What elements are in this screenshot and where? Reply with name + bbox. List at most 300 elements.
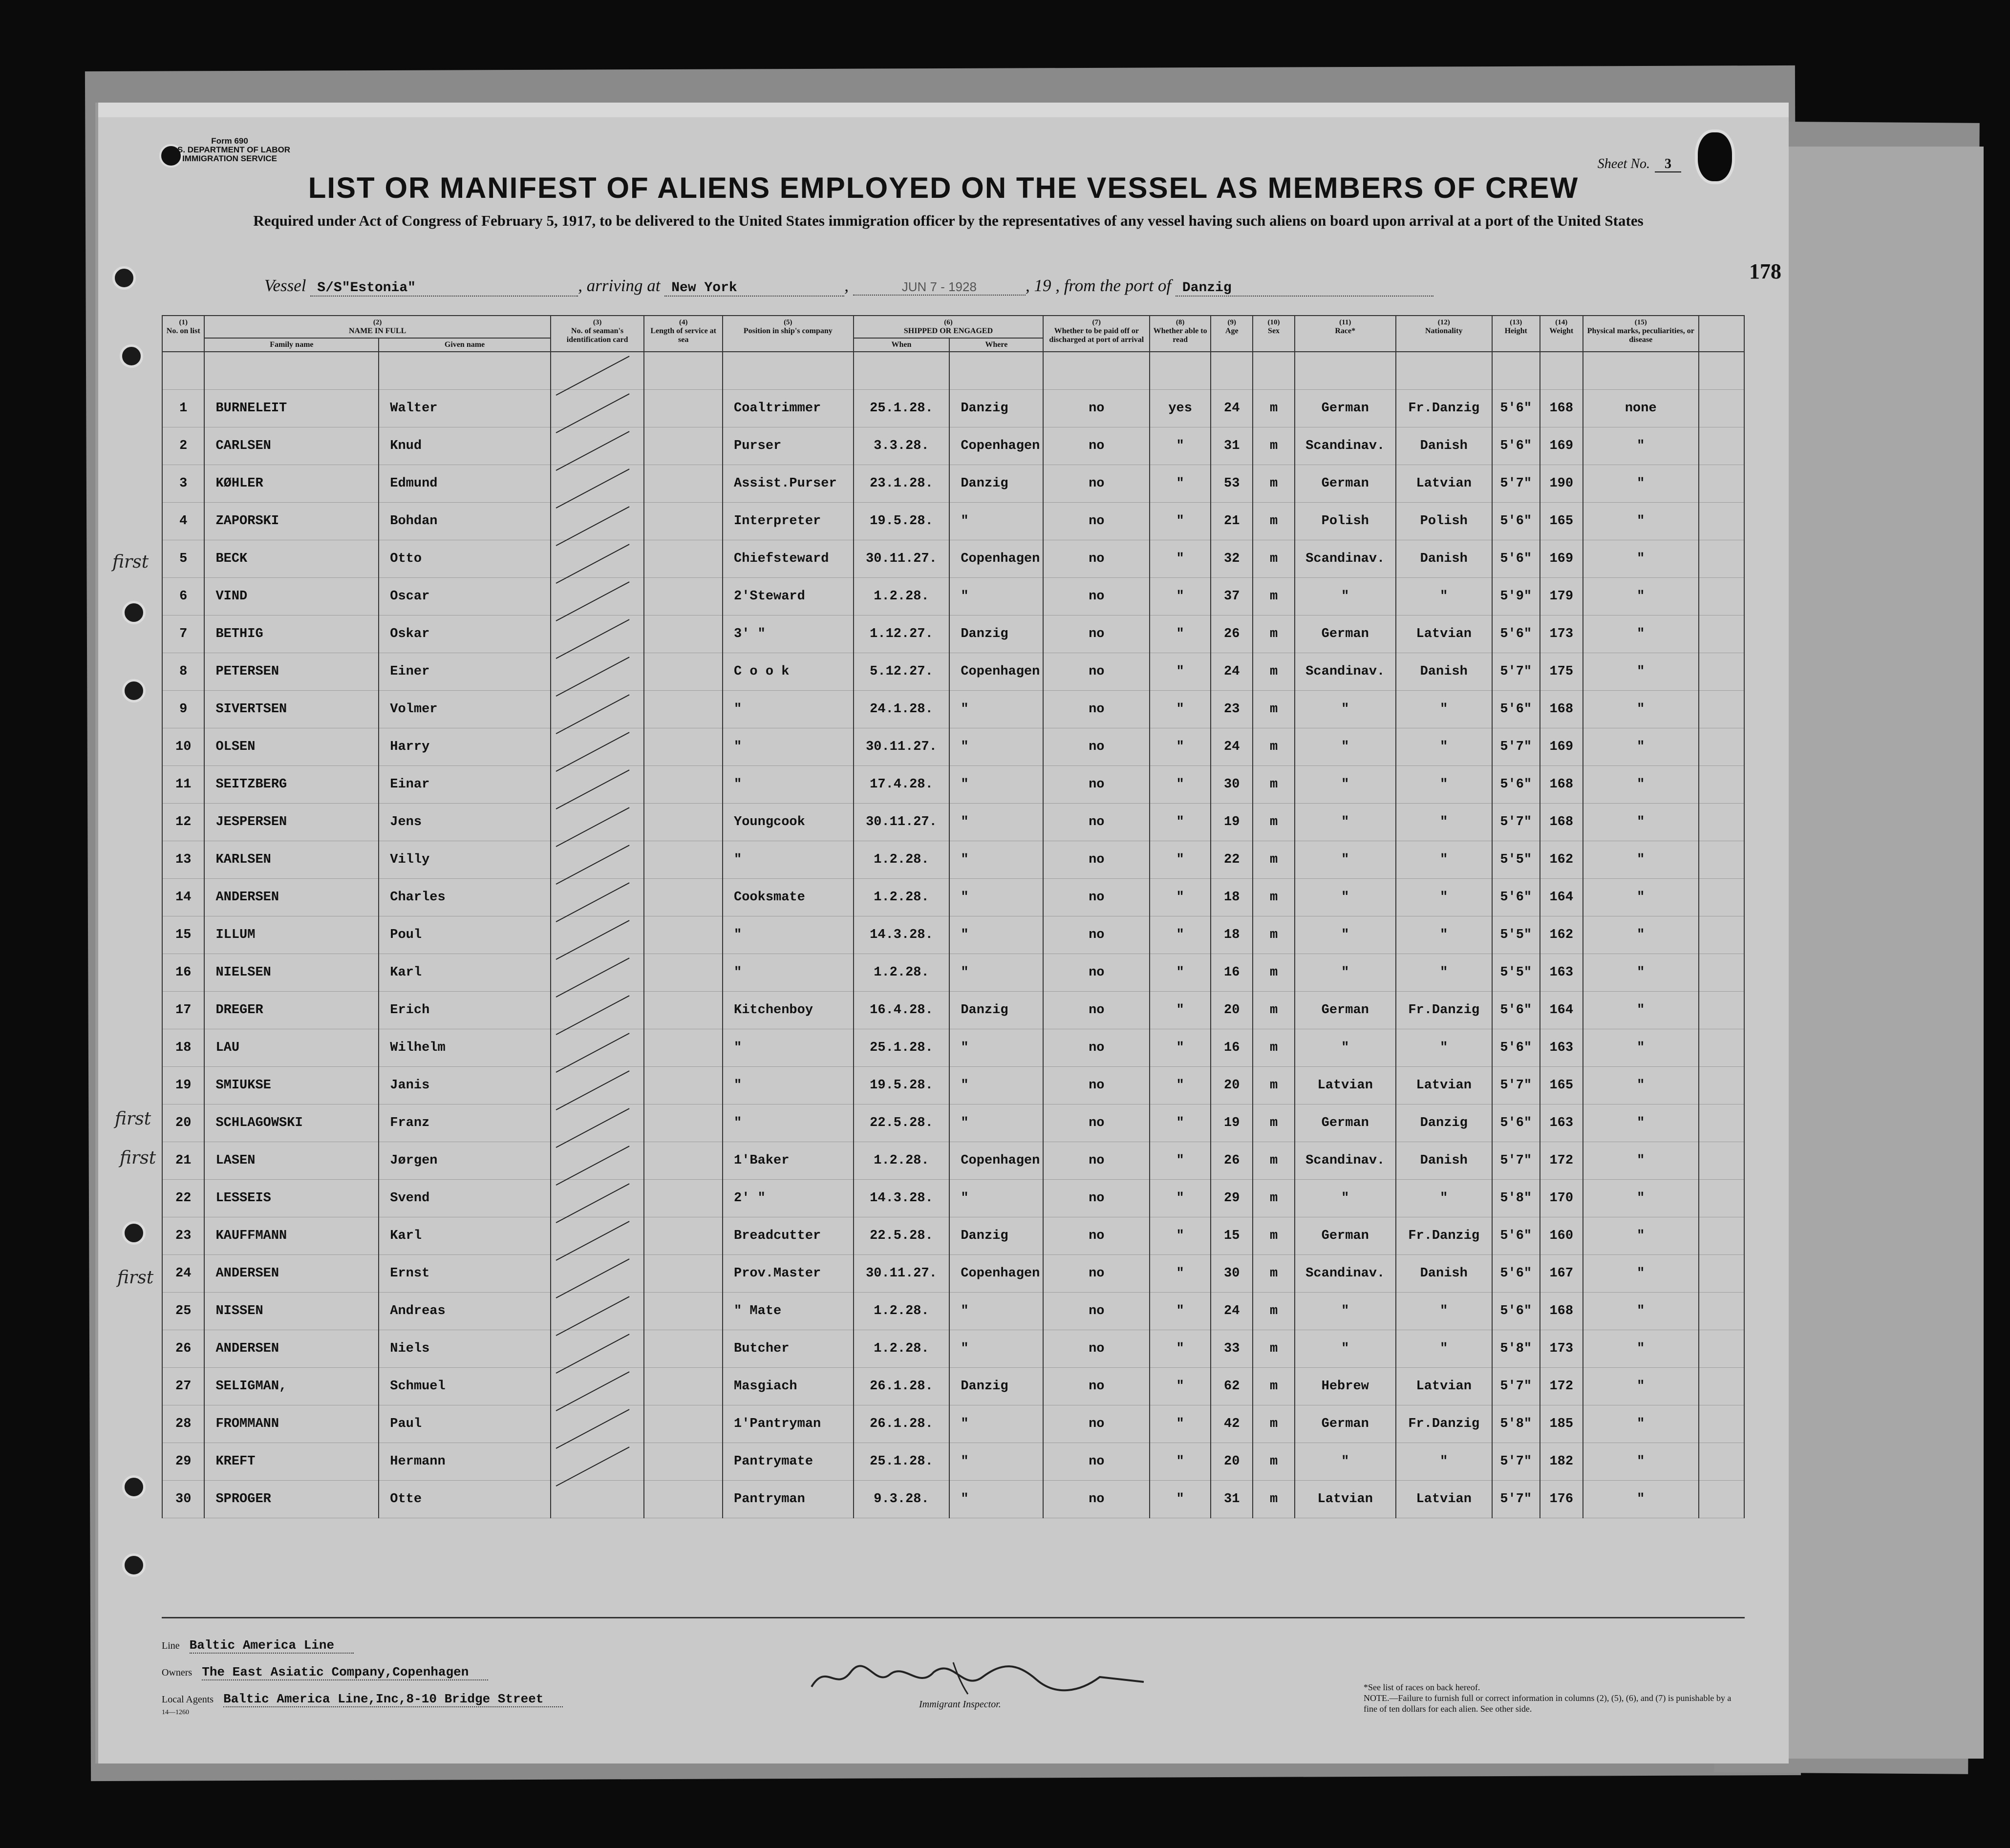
age: 22 (1211, 841, 1253, 879)
engaged-date: 1.2.28. (854, 578, 950, 616)
sex: m (1253, 503, 1294, 540)
margin-note: first (115, 1109, 151, 1129)
race: Scandinav. (1295, 540, 1396, 578)
table-row (162, 879, 1744, 916)
given-name: Svend (379, 1180, 551, 1217)
nationality: Fr.Danzig (1396, 992, 1492, 1029)
race: Latvian (1295, 1481, 1396, 1518)
age: 20 (1211, 1443, 1253, 1481)
weight: 160 (1540, 1217, 1583, 1255)
blank-cell (1699, 1105, 1744, 1142)
ship-position: " (723, 1067, 854, 1105)
entry-number: 2 (162, 427, 204, 465)
weight: 172 (1540, 1368, 1583, 1405)
age: 30 (1211, 1255, 1253, 1293)
ship-position: Butcher (723, 1330, 854, 1368)
height: 5'7" (1492, 1142, 1540, 1180)
nationality: Latvian (1396, 1481, 1492, 1518)
race: " (1295, 691, 1396, 728)
header-position: (5) Position in ship's company (723, 316, 854, 352)
height: 5'8" (1492, 1405, 1540, 1443)
blank-cell (1699, 427, 1744, 465)
header-where: Where (949, 338, 1043, 352)
header-blank (1699, 316, 1744, 352)
blank-cell (1699, 992, 1744, 1029)
given-name: Edmund (379, 465, 551, 503)
engaged-date: 22.5.28. (854, 1217, 950, 1255)
table-row (162, 578, 1744, 616)
weight: 168 (1540, 804, 1583, 841)
able-to-read: " (1150, 879, 1211, 916)
physical-marks: " (1583, 503, 1699, 540)
sex: m (1253, 1255, 1294, 1293)
service-length (644, 1481, 723, 1518)
physical-marks: " (1583, 540, 1699, 578)
service-length (644, 691, 723, 728)
paid-off: no (1043, 1029, 1150, 1067)
physical-marks: " (1583, 578, 1699, 616)
table-row (162, 1255, 1744, 1293)
ship-position: Youngcook (723, 804, 854, 841)
header-given-name: Given name (379, 338, 551, 352)
given-name: Hermann (379, 1443, 551, 1481)
entry-number: 28 (162, 1405, 204, 1443)
race: " (1295, 1029, 1396, 1067)
able-to-read: " (1150, 1255, 1211, 1293)
nationality: " (1396, 578, 1492, 616)
entry-number: 20 (162, 1105, 204, 1142)
engaged-date: 30.11.27. (854, 728, 950, 766)
height: 5'6" (1492, 1293, 1540, 1330)
id-card-mark (551, 879, 644, 916)
height: 5'9" (1492, 578, 1540, 616)
weight: 168 (1540, 390, 1583, 427)
id-card-mark (551, 804, 644, 841)
ship-position: Kitchenboy (723, 992, 854, 1029)
paid-off: no (1043, 1255, 1150, 1293)
header-when: When (854, 338, 950, 352)
given-name: Knud (379, 427, 551, 465)
given-name: Poul (379, 916, 551, 954)
ship-position: 2'Steward (723, 578, 854, 616)
given-name: Niels (379, 1330, 551, 1368)
family-name: ZAPORSKI (204, 503, 379, 540)
paid-off: no (1043, 1142, 1150, 1180)
nationality: Polish (1396, 503, 1492, 540)
able-to-read: " (1150, 1029, 1211, 1067)
table-row (162, 1142, 1744, 1180)
ship-position: Masgiach (723, 1368, 854, 1405)
nationality: " (1396, 954, 1492, 992)
service-length (644, 1405, 723, 1443)
family-name: FROMMANN (204, 1405, 379, 1443)
service-length (644, 1067, 723, 1105)
family-name: JESPERSEN (204, 804, 379, 841)
race: Latvian (1295, 1067, 1396, 1105)
weight: 162 (1540, 916, 1583, 954)
able-to-read: " (1150, 1405, 1211, 1443)
entry-number: 19 (162, 1067, 204, 1105)
age: 20 (1211, 1067, 1253, 1105)
sex: m (1253, 616, 1294, 653)
races-note: *See list of races on back hereof. (1364, 1682, 1480, 1692)
weight: 163 (1540, 1105, 1583, 1142)
able-to-read: " (1150, 616, 1211, 653)
table-row (162, 1405, 1744, 1443)
id-card-mark (551, 1330, 644, 1368)
blank-cell (1699, 916, 1744, 954)
blank-cell (1699, 1443, 1744, 1481)
weight: 179 (1540, 578, 1583, 616)
blank-cell (1699, 1029, 1744, 1067)
engaged-place: Danzig (949, 390, 1043, 427)
age: 24 (1211, 728, 1253, 766)
engaged-date: 19.5.28. (854, 503, 950, 540)
engaged-date: 16.4.28. (854, 992, 950, 1029)
engaged-date: 14.3.28. (854, 916, 950, 954)
family-name: ILLUM (204, 916, 379, 954)
engaged-place: " (949, 841, 1043, 879)
family-name: SELIGMAN, (204, 1368, 379, 1405)
age: 62 (1211, 1368, 1253, 1405)
nationality: Fr.Danzig (1396, 390, 1492, 427)
able-to-read: " (1150, 1443, 1211, 1481)
engaged-date: 25.1.28. (854, 1443, 950, 1481)
punch-hole-icon (112, 266, 136, 290)
engaged-place: " (949, 1330, 1043, 1368)
given-name: Karl (379, 954, 551, 992)
given-name: Bohdan (379, 503, 551, 540)
height: 5'7" (1492, 1481, 1540, 1518)
given-name: Ernst (379, 1255, 551, 1293)
race: " (1295, 916, 1396, 954)
table-row (162, 1029, 1744, 1067)
form-tag: Form 690 U.S. DEPARTMENT OF LABOR IMMIGRATION SERVICE (169, 136, 291, 163)
engaged-place: " (949, 1443, 1043, 1481)
family-name: SMIUKSE (204, 1067, 379, 1105)
race: " (1295, 578, 1396, 616)
sex: m (1253, 540, 1294, 578)
service-length (644, 1293, 723, 1330)
height: 5'6" (1492, 879, 1540, 916)
able-to-read: " (1150, 653, 1211, 691)
ship-position: Pantrymate (723, 1443, 854, 1481)
service-length (644, 465, 723, 503)
engaged-place: " (949, 804, 1043, 841)
physical-marks: " (1583, 653, 1699, 691)
service-length (644, 540, 723, 578)
sex: m (1253, 1180, 1294, 1217)
table-row (162, 390, 1744, 427)
table-row (162, 427, 1744, 465)
id-card-mark (551, 1029, 644, 1067)
service-length (644, 503, 723, 540)
able-to-read: " (1150, 804, 1211, 841)
given-name: Volmer (379, 691, 551, 728)
weight: 162 (1540, 841, 1583, 879)
age: 29 (1211, 1180, 1253, 1217)
given-name: Jørgen (379, 1142, 551, 1180)
nationality: Fr.Danzig (1396, 1217, 1492, 1255)
race: German (1295, 465, 1396, 503)
table-row (162, 1443, 1744, 1481)
ship-position: " (723, 954, 854, 992)
able-to-read: " (1150, 540, 1211, 578)
manifest-sheet (95, 103, 1789, 1763)
weight: 182 (1540, 1443, 1583, 1481)
entry-number: 1 (162, 390, 204, 427)
weight: 168 (1540, 766, 1583, 804)
header-nationality: (12) Nationality (1396, 316, 1492, 352)
service-length (644, 1142, 723, 1180)
ship-position: " (723, 766, 854, 804)
physical-marks: " (1583, 992, 1699, 1029)
blank-cell (1699, 465, 1744, 503)
paid-off: no (1043, 916, 1150, 954)
line-value: Baltic America Line (190, 1638, 354, 1654)
nationality: Danzig (1396, 1105, 1492, 1142)
nationality: " (1396, 691, 1492, 728)
ship-position: " (723, 1105, 854, 1142)
service-length (644, 954, 723, 992)
ship-position: " (723, 728, 854, 766)
entry-number: 14 (162, 879, 204, 916)
table-row (162, 1105, 1744, 1142)
sex: m (1253, 1443, 1294, 1481)
physical-marks: " (1583, 1105, 1699, 1142)
table-row (162, 841, 1744, 879)
age: 20 (1211, 992, 1253, 1029)
height: 5'7" (1492, 653, 1540, 691)
entry-number: 3 (162, 465, 204, 503)
height: 5'6" (1492, 503, 1540, 540)
race: " (1295, 766, 1396, 804)
paid-off: no (1043, 1217, 1150, 1255)
entry-number: 7 (162, 616, 204, 653)
able-to-read: " (1150, 465, 1211, 503)
family-name: LESSEIS (204, 1180, 379, 1217)
inspector-caption: Immigrant Inspector. (919, 1699, 1001, 1710)
paid-off: no (1043, 1180, 1150, 1217)
header-marks: (15) Physical marks, peculiarities, or disease (1583, 316, 1699, 352)
able-to-read: " (1150, 916, 1211, 954)
engaged-place: Danzig (949, 465, 1043, 503)
engaged-place: Copenhagen (949, 427, 1043, 465)
id-card-mark (551, 653, 644, 691)
engaged-place: " (949, 954, 1043, 992)
able-to-read: " (1150, 1180, 1211, 1217)
engaged-date: 25.1.28. (854, 1029, 950, 1067)
height: 5'6" (1492, 691, 1540, 728)
ship-position: " (723, 916, 854, 954)
id-card-mark (551, 578, 644, 616)
weight: 163 (1540, 954, 1583, 992)
physical-marks: " (1583, 1405, 1699, 1443)
service-length (644, 578, 723, 616)
header-read: (8) Whether able to read (1150, 316, 1211, 352)
given-name: Karl (379, 1217, 551, 1255)
id-card-mark (551, 1105, 644, 1142)
nationality: " (1396, 728, 1492, 766)
race: German (1295, 390, 1396, 427)
able-to-read: yes (1150, 390, 1211, 427)
blank-cell (1699, 1368, 1744, 1405)
able-to-read: " (1150, 1368, 1211, 1405)
document-title: LIST OR MANIFEST OF ALIENS EMPLOYED ON THE VESSEL AS MEMBERS OF CREW (308, 171, 1579, 204)
engaged-date: 23.1.28. (854, 465, 950, 503)
entry-number: 16 (162, 954, 204, 992)
id-card-mark (551, 1067, 644, 1105)
given-name: Jens (379, 804, 551, 841)
given-name: Otte (379, 1481, 551, 1518)
weight: 176 (1540, 1481, 1583, 1518)
family-name: KARLSEN (204, 841, 379, 879)
table-row (162, 1180, 1744, 1217)
sex: m (1253, 954, 1294, 992)
blank-cell (1699, 540, 1744, 578)
height: 5'7" (1492, 1443, 1540, 1481)
engaged-date: 9.3.28. (854, 1481, 950, 1518)
able-to-read: " (1150, 992, 1211, 1029)
engaged-date: 1.12.27. (854, 616, 950, 653)
id-card-mark (551, 465, 644, 503)
race: German (1295, 616, 1396, 653)
stamp-number: 178 (1749, 259, 1781, 283)
punch-hole-icon (120, 344, 143, 368)
header-weight: (14) Weight (1540, 316, 1583, 352)
height: 5'6" (1492, 1105, 1540, 1142)
punch-hole-icon (122, 1475, 146, 1499)
id-card-mark (551, 1443, 644, 1481)
ship-position: Breadcutter (723, 1217, 854, 1255)
race: " (1295, 841, 1396, 879)
weight: 190 (1540, 465, 1583, 503)
physical-marks: " (1583, 804, 1699, 841)
engaged-place: " (949, 1481, 1043, 1518)
entry-number: 21 (162, 1142, 204, 1180)
header-shipped: (6) SHIPPED OR ENGAGED (854, 316, 1044, 338)
nationality: " (1396, 1330, 1492, 1368)
weight: 169 (1540, 728, 1583, 766)
paid-off: no (1043, 1067, 1150, 1105)
race: " (1295, 1180, 1396, 1217)
family-name: BURNELEIT (204, 390, 379, 427)
family-name: KØHLER (204, 465, 379, 503)
blank-cell (1699, 1067, 1744, 1105)
service-length (644, 804, 723, 841)
age: 21 (1211, 503, 1253, 540)
physical-marks: " (1583, 1180, 1699, 1217)
blank-cell (1699, 766, 1744, 804)
family-name: SEITZBERG (204, 766, 379, 804)
table-row (162, 804, 1744, 841)
given-name: Otto (379, 540, 551, 578)
service-length (644, 1368, 723, 1405)
given-name: Wilhelm (379, 1029, 551, 1067)
entry-number: 30 (162, 1481, 204, 1518)
sex: m (1253, 578, 1294, 616)
id-card-mark (551, 427, 644, 465)
blank-cell (1699, 1255, 1744, 1293)
family-name: CARLSEN (204, 427, 379, 465)
height: 5'8" (1492, 1330, 1540, 1368)
blank-cell (1699, 691, 1744, 728)
engaged-place: Copenhagen (949, 1255, 1043, 1293)
race: Scandinav. (1295, 653, 1396, 691)
agents-value: Baltic America Line,Inc,8-10 Bridge Street (223, 1692, 563, 1707)
blank-cell (1699, 728, 1744, 766)
inspector-signature (807, 1657, 1149, 1697)
id-card-mark (551, 1180, 644, 1217)
service-length (644, 992, 723, 1029)
margin-note: first (120, 1148, 156, 1168)
margin-note: first (117, 1268, 154, 1288)
blank-cell (1699, 1142, 1744, 1180)
sex: m (1253, 1029, 1294, 1067)
weight: 165 (1540, 503, 1583, 540)
age: 24 (1211, 390, 1253, 427)
engaged-date: 26.1.28. (854, 1405, 950, 1443)
ship-position: Chiefsteward (723, 540, 854, 578)
sex: m (1253, 1067, 1294, 1105)
physical-marks: " (1583, 465, 1699, 503)
blank-cell (1699, 503, 1744, 540)
physical-marks: " (1583, 1330, 1699, 1368)
id-card-mark (551, 992, 644, 1029)
service-length (644, 879, 723, 916)
nationality: Fr.Danzig (1396, 1405, 1492, 1443)
id-card-mark (551, 1293, 644, 1330)
ship-position: 1'Baker (723, 1142, 854, 1180)
entry-number: 13 (162, 841, 204, 879)
given-name: Villy (379, 841, 551, 879)
header-name: (2) NAME IN FULL (204, 316, 550, 338)
engaged-place: Danzig (949, 616, 1043, 653)
family-name: SPROGER (204, 1481, 379, 1518)
engaged-place: " (949, 1029, 1043, 1067)
height: 5'6" (1492, 1255, 1540, 1293)
able-to-read: " (1150, 427, 1211, 465)
nationality: Danish (1396, 1142, 1492, 1180)
race: Scandinav. (1295, 1255, 1396, 1293)
service-length (644, 1443, 723, 1481)
id-card-mark (551, 916, 644, 954)
nationality: Latvian (1396, 465, 1492, 503)
weight: 185 (1540, 1405, 1583, 1443)
age: 16 (1211, 954, 1253, 992)
age: 32 (1211, 540, 1253, 578)
ship-position: 1'Pantryman (723, 1405, 854, 1443)
weight: 173 (1540, 1330, 1583, 1368)
engaged-date: 1.2.28. (854, 1142, 950, 1180)
blank-cell (1699, 954, 1744, 992)
owners-field: Owners The East Asiatic Company,Copenhagen (162, 1665, 488, 1679)
given-name: Schmuel (379, 1368, 551, 1405)
nationality: " (1396, 804, 1492, 841)
sex: m (1253, 766, 1294, 804)
race: " (1295, 879, 1396, 916)
weight: 175 (1540, 653, 1583, 691)
engaged-date: 30.11.27. (854, 1255, 950, 1293)
weight: 172 (1540, 1142, 1583, 1180)
engaged-date: 22.5.28. (854, 1105, 950, 1142)
service-length (644, 841, 723, 879)
ship-position: Purser (723, 427, 854, 465)
physical-marks: " (1583, 1217, 1699, 1255)
id-card-mark (551, 1368, 644, 1405)
nationality: Latvian (1396, 1067, 1492, 1105)
background-page-edge (1778, 147, 1984, 1759)
